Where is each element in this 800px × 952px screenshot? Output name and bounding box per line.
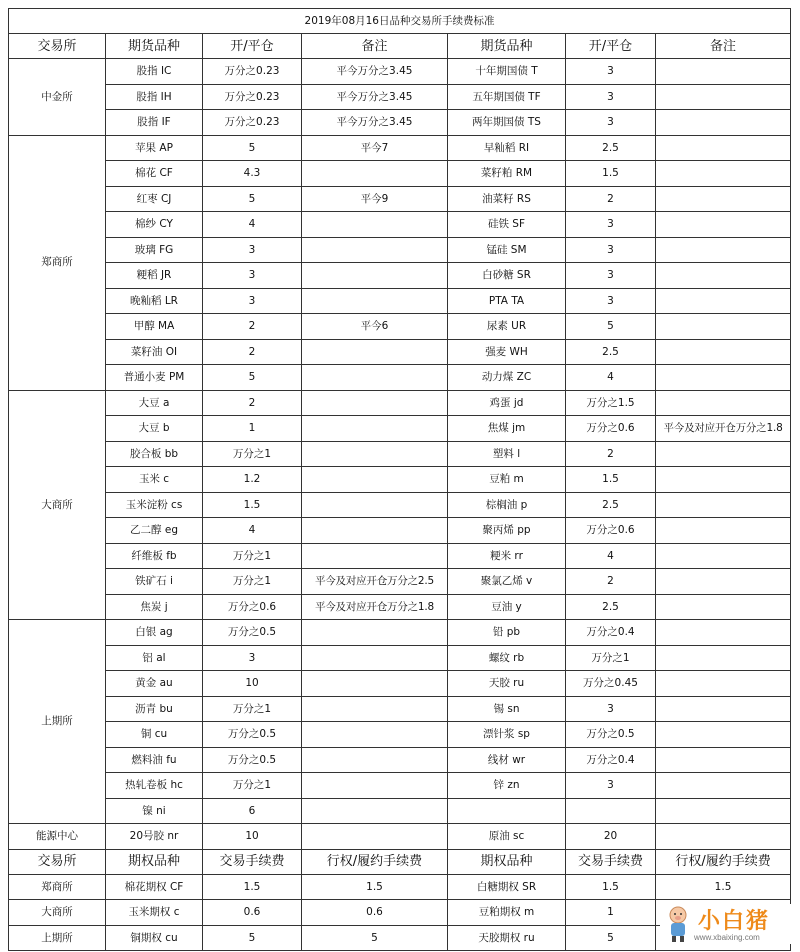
cell-option-left: 铜期权 cu	[106, 925, 203, 951]
cell-note-left	[302, 696, 448, 722]
cell-note-left	[302, 722, 448, 748]
cell-fee-right: 5	[566, 314, 656, 340]
cell-fee-right: 4	[566, 365, 656, 391]
cell-note-left	[302, 798, 448, 824]
cell-note-right	[656, 569, 791, 595]
pig-mascot-icon	[660, 904, 696, 944]
table-row	[9, 186, 791, 212]
cell-variety-right: 粳米 rr	[448, 543, 566, 569]
table-row	[9, 747, 791, 773]
cell-option-right: 豆粕期权 m	[448, 900, 566, 926]
cell-option-left: 玉米期权 c	[106, 900, 203, 926]
cell-exercise-fee-left: 5	[302, 925, 448, 951]
cell-fee-left: 万分之1	[203, 773, 302, 799]
cell-variety-right: 白砂糖 SR	[448, 263, 566, 289]
cell-fee-right: 万分之0.45	[566, 671, 656, 697]
cell-fee-left: 4.3	[203, 161, 302, 187]
cell-variety-right: 锌 zn	[448, 773, 566, 799]
table-row	[9, 543, 791, 569]
cell-exchange: 大商所	[9, 390, 106, 620]
table-row	[9, 594, 791, 620]
cell-variety-left: 白银 ag	[106, 620, 203, 646]
cell-fee-left: 3	[203, 645, 302, 671]
table-row	[9, 441, 791, 467]
cell-variety-left: 铁矿石 i	[106, 569, 203, 595]
table-row	[9, 135, 791, 161]
cell-note-right	[656, 620, 791, 646]
cell-variety-right: 硅铁 SF	[448, 212, 566, 238]
header-fee-left: 开/平仓	[203, 34, 302, 59]
cell-note-left	[302, 416, 448, 442]
cell-variety-left: 苹果 AP	[106, 135, 203, 161]
cell-variety-left: 大豆 b	[106, 416, 203, 442]
cell-variety-left: 乙二醇 eg	[106, 518, 203, 544]
cell-fee-left: 2	[203, 314, 302, 340]
cell-note-left: 平今及对应开仓万分之2.5	[302, 569, 448, 595]
cell-fee-left: 万分之1	[203, 543, 302, 569]
cell-variety-right: 强麦 WH	[448, 339, 566, 365]
cell-fee-right: 万分之0.4	[566, 747, 656, 773]
cell-fee-right: 3	[566, 212, 656, 238]
cell-fee-left: 3	[203, 263, 302, 289]
cell-variety-right: 漂针浆 sp	[448, 722, 566, 748]
futures-header-row	[9, 34, 791, 59]
cell-fee-left: 5	[203, 186, 302, 212]
cell-fee-right: 2.5	[566, 135, 656, 161]
cell-option-right: 白糖期权 SR	[448, 874, 566, 900]
cell-note-left	[302, 518, 448, 544]
cell-variety-right: 菜籽粕 RM	[448, 161, 566, 187]
header-exchange: 交易所	[9, 849, 106, 874]
cell-note-left	[302, 645, 448, 671]
cell-variety-right: 锡 sn	[448, 696, 566, 722]
table-row	[9, 288, 791, 314]
cell-fee-left: 5	[203, 365, 302, 391]
table-row	[9, 237, 791, 263]
cell-fee-left: 10	[203, 824, 302, 850]
cell-fee-left: 万分之0.23	[203, 59, 302, 85]
table-row	[9, 59, 791, 85]
cell-fee-left: 3	[203, 237, 302, 263]
cell-note-left: 平今7	[302, 135, 448, 161]
cell-variety-right: 铅 pb	[448, 620, 566, 646]
cell-fee-left: 万分之1	[203, 696, 302, 722]
cell-variety-left: 棉花 CF	[106, 161, 203, 187]
cell-variety-left: 晚籼稻 LR	[106, 288, 203, 314]
cell-fee-left: 5	[203, 135, 302, 161]
table-row	[9, 416, 791, 442]
cell-fee-right: 3	[566, 263, 656, 289]
table-row	[9, 645, 791, 671]
cell-variety-left: 燃料油 fu	[106, 747, 203, 773]
cell-fee-right: 2	[566, 186, 656, 212]
cell-note-right	[656, 492, 791, 518]
cell-fee-left: 万分之0.5	[203, 747, 302, 773]
cell-note-left	[302, 441, 448, 467]
cell-variety-right: 聚氯乙烯 v	[448, 569, 566, 595]
cell-note-right	[656, 110, 791, 136]
cell-fee-right: 3	[566, 773, 656, 799]
cell-variety-right: 线材 wr	[448, 747, 566, 773]
cell-note-right	[656, 84, 791, 110]
cell-exchange: 大商所	[9, 900, 106, 926]
cell-note-right	[656, 390, 791, 416]
cell-fee-right: 万分之1	[566, 645, 656, 671]
cell-variety-right: 十年期国债 T	[448, 59, 566, 85]
table-row	[9, 110, 791, 136]
cell-fee-right: 2.5	[566, 492, 656, 518]
cell-note-left	[302, 339, 448, 365]
cell-fee-right: 3	[566, 110, 656, 136]
cell-note-right	[656, 339, 791, 365]
cell-note-right	[656, 696, 791, 722]
cell-note-left	[302, 288, 448, 314]
cell-variety-left: 大豆 a	[106, 390, 203, 416]
cell-option-left: 棉花期权 CF	[106, 874, 203, 900]
cell-fee-left: 万分之0.23	[203, 110, 302, 136]
cell-note-right	[656, 518, 791, 544]
cell-fee-left: 万分之1	[203, 441, 302, 467]
cell-fee-left: 万分之0.6	[203, 594, 302, 620]
cell-note-right	[656, 798, 791, 824]
cell-note-left	[302, 237, 448, 263]
header-variety-left: 期货品种	[106, 34, 203, 59]
cell-trade-fee-right: 1	[566, 900, 656, 926]
header-trade-fee-right: 交易手续费	[566, 849, 656, 874]
cell-trade-fee-left: 0.6	[203, 900, 302, 926]
table-row	[9, 569, 791, 595]
table-row	[9, 696, 791, 722]
cell-variety-right: 锰硅 SM	[448, 237, 566, 263]
cell-fee-left: 1.5	[203, 492, 302, 518]
cell-note-right	[656, 824, 791, 850]
table-row	[9, 212, 791, 238]
table-row	[9, 339, 791, 365]
cell-note-left: 平今9	[302, 186, 448, 212]
header-variety-right: 期货品种	[448, 34, 566, 59]
cell-note-left	[302, 492, 448, 518]
cell-variety-left: 玉米淀粉 cs	[106, 492, 203, 518]
cell-variety-left: 甲醇 MA	[106, 314, 203, 340]
cell-trade-fee-right: 1.5	[566, 874, 656, 900]
cell-note-right	[656, 671, 791, 697]
cell-exercise-fee-right: 1.5	[656, 874, 791, 900]
cell-variety-left: 玻璃 FG	[106, 237, 203, 263]
cell-variety-left: 粳稻 JR	[106, 263, 203, 289]
cell-note-right	[656, 288, 791, 314]
cell-fee-left: 4	[203, 518, 302, 544]
cell-fee-left: 万分之1	[203, 569, 302, 595]
cell-variety-left: 铝 al	[106, 645, 203, 671]
cell-note-left	[302, 543, 448, 569]
cell-variety-left: 热轧卷板 hc	[106, 773, 203, 799]
cell-fee-left: 2	[203, 339, 302, 365]
cell-variety-left: 玉米 c	[106, 467, 203, 493]
cell-note-right	[656, 543, 791, 569]
cell-variety-right: 早籼稻 RI	[448, 135, 566, 161]
cell-note-left	[302, 365, 448, 391]
table-row	[9, 518, 791, 544]
table-row	[9, 84, 791, 110]
cell-note-right	[656, 263, 791, 289]
page-title: 2019年08月16日品种交易所手续费标准	[9, 9, 791, 34]
header-exercise-fee-left: 行权/履约手续费	[302, 849, 448, 874]
table-row	[9, 722, 791, 748]
fee-table-body	[9, 9, 791, 951]
cell-note-left	[302, 620, 448, 646]
options-header-row	[9, 849, 791, 874]
cell-note-right	[656, 212, 791, 238]
cell-note-left	[302, 467, 448, 493]
cell-fee-left: 万分之0.23	[203, 84, 302, 110]
cell-fee-left: 2	[203, 390, 302, 416]
cell-exchange: 能源中心	[9, 824, 106, 850]
cell-variety-left: 焦炭 j	[106, 594, 203, 620]
table-row	[9, 620, 791, 646]
cell-note-left: 平今及对应开仓万分之1.8	[302, 594, 448, 620]
cell-variety-left: 铜 cu	[106, 722, 203, 748]
cell-variety-left: 黄金 au	[106, 671, 203, 697]
cell-variety-left: 棉纱 CY	[106, 212, 203, 238]
table-row	[9, 467, 791, 493]
cell-exercise-fee-left: 1.5	[302, 874, 448, 900]
cell-fee-right: 3	[566, 59, 656, 85]
cell-variety-right: 油菜籽 RS	[448, 186, 566, 212]
cell-trade-fee-right: 5	[566, 925, 656, 951]
table-row	[9, 390, 791, 416]
cell-fee-right: 3	[566, 696, 656, 722]
cell-variety-right: 原油 sc	[448, 824, 566, 850]
cell-variety-right: 螺纹 rb	[448, 645, 566, 671]
cell-fee-left: 1	[203, 416, 302, 442]
cell-fee-right: 4	[566, 543, 656, 569]
table-row	[9, 798, 791, 824]
cell-variety-left: 20号胶 nr	[106, 824, 203, 850]
watermark-logo: 小白猪	[698, 908, 771, 934]
table-row	[9, 365, 791, 391]
cell-variety-left: 股指 IH	[106, 84, 203, 110]
cell-note-right	[656, 365, 791, 391]
cell-fee-left: 万分之0.5	[203, 722, 302, 748]
header-trade-fee-left: 交易手续费	[203, 849, 302, 874]
cell-fee-right: 2	[566, 569, 656, 595]
cell-note-right	[656, 237, 791, 263]
cell-fee-left: 6	[203, 798, 302, 824]
cell-fee-right: 1.5	[566, 467, 656, 493]
cell-fee-right: 3	[566, 288, 656, 314]
cell-variety-right: 塑料 l	[448, 441, 566, 467]
cell-note-right	[656, 135, 791, 161]
cell-fee-right: 3	[566, 84, 656, 110]
cell-note-right	[656, 441, 791, 467]
header-note-left: 备注	[302, 34, 448, 59]
cell-fee-right: 万分之0.6	[566, 518, 656, 544]
cell-fee-left: 万分之0.5	[203, 620, 302, 646]
cell-variety-left: 菜籽油 OI	[106, 339, 203, 365]
header-option-left: 期权品种	[106, 849, 203, 874]
cell-note-left	[302, 773, 448, 799]
cell-exchange: 郑商所	[9, 135, 106, 390]
cell-variety-left: 沥青 bu	[106, 696, 203, 722]
cell-fee-left: 10	[203, 671, 302, 697]
cell-exchange: 中金所	[9, 59, 106, 136]
cell-note-right	[656, 594, 791, 620]
cell-note-left	[302, 747, 448, 773]
cell-fee-left: 3	[203, 288, 302, 314]
header-option-right: 期权品种	[448, 849, 566, 874]
cell-option-right: 天胶期权 ru	[448, 925, 566, 951]
cell-variety-right: 尿素 UR	[448, 314, 566, 340]
table-row	[9, 263, 791, 289]
cell-variety-right: 豆油 y	[448, 594, 566, 620]
cell-variety-right: 豆粕 m	[448, 467, 566, 493]
cell-note-right	[656, 467, 791, 493]
cell-fee-right: 1.5	[566, 161, 656, 187]
table-row	[9, 671, 791, 697]
cell-variety-right: 天胶 ru	[448, 671, 566, 697]
cell-fee-left: 4	[203, 212, 302, 238]
cell-fee-right: 2.5	[566, 594, 656, 620]
cell-note-right	[656, 645, 791, 671]
cell-variety-left: 股指 IF	[106, 110, 203, 136]
cell-note-left: 平今万分之3.45	[302, 59, 448, 85]
cell-trade-fee-left: 5	[203, 925, 302, 951]
cell-variety-left: 红枣 CJ	[106, 186, 203, 212]
table-row	[9, 492, 791, 518]
cell-note-right	[656, 773, 791, 799]
cell-note-left: 平今万分之3.45	[302, 84, 448, 110]
header-exchange: 交易所	[9, 34, 106, 59]
cell-note-left	[302, 824, 448, 850]
cell-note-right: 平今及对应开仓万分之1.8	[656, 416, 791, 442]
cell-note-left	[302, 212, 448, 238]
cell-fee-right: 万分之0.4	[566, 620, 656, 646]
watermark-url: www.xbaixing.com	[694, 933, 760, 942]
cell-exchange: 上期所	[9, 925, 106, 951]
table-row	[9, 874, 791, 900]
cell-note-right	[656, 186, 791, 212]
cell-variety-right: 五年期国债 TF	[448, 84, 566, 110]
cell-exchange: 郑商所	[9, 874, 106, 900]
table-row	[9, 314, 791, 340]
header-note-right: 备注	[656, 34, 791, 59]
cell-variety-left: 镍 ni	[106, 798, 203, 824]
cell-variety-right	[448, 798, 566, 824]
cell-variety-right: 鸡蛋 jd	[448, 390, 566, 416]
cell-note-right	[656, 747, 791, 773]
cell-note-left	[302, 671, 448, 697]
cell-fee-right: 万分之1.5	[566, 390, 656, 416]
cell-note-right	[656, 161, 791, 187]
cell-variety-right: 棕榈油 p	[448, 492, 566, 518]
cell-fee-right: 2.5	[566, 339, 656, 365]
cell-note-right	[656, 314, 791, 340]
table-row	[9, 161, 791, 187]
fee-table	[8, 8, 791, 951]
cell-variety-right: 两年期国债 TS	[448, 110, 566, 136]
table-row	[9, 824, 791, 850]
cell-note-right	[656, 722, 791, 748]
cell-fee-right: 2	[566, 441, 656, 467]
cell-note-left: 平今万分之3.45	[302, 110, 448, 136]
cell-note-left	[302, 390, 448, 416]
watermark	[660, 904, 792, 944]
cell-variety-left: 胶合板 bb	[106, 441, 203, 467]
cell-fee-right: 3	[566, 237, 656, 263]
cell-variety-right: PTA TA	[448, 288, 566, 314]
cell-fee-left: 1.2	[203, 467, 302, 493]
cell-variety-left: 股指 IC	[106, 59, 203, 85]
cell-fee-right	[566, 798, 656, 824]
header-fee-right: 开/平仓	[566, 34, 656, 59]
cell-exchange: 上期所	[9, 620, 106, 824]
table-row	[9, 773, 791, 799]
cell-variety-right: 动力煤 ZC	[448, 365, 566, 391]
cell-fee-right: 万分之0.6	[566, 416, 656, 442]
cell-fee-right: 20	[566, 824, 656, 850]
cell-variety-right: 聚丙烯 pp	[448, 518, 566, 544]
cell-note-left: 平今6	[302, 314, 448, 340]
header-exercise-fee-right: 行权/履约手续费	[656, 849, 791, 874]
cell-fee-right: 万分之0.5	[566, 722, 656, 748]
cell-note-left	[302, 263, 448, 289]
cell-exercise-fee-left: 0.6	[302, 900, 448, 926]
cell-trade-fee-left: 1.5	[203, 874, 302, 900]
cell-variety-right: 焦煤 jm	[448, 416, 566, 442]
cell-note-left	[302, 161, 448, 187]
cell-note-right	[656, 59, 791, 85]
cell-variety-left: 普通小麦 PM	[106, 365, 203, 391]
cell-variety-left: 纤维板 fb	[106, 543, 203, 569]
